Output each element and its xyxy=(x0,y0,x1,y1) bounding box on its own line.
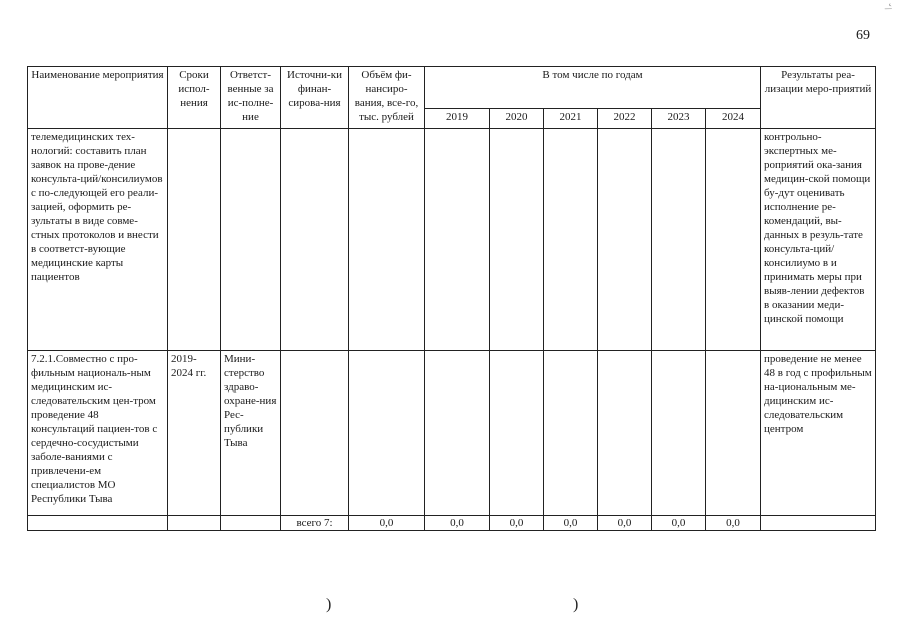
row-year-cell xyxy=(490,129,544,351)
row-result: проведение не менее 48 в год с профильным на-циональным ме-дицинским ис-следовательским центром xyxy=(761,351,876,516)
table-row xyxy=(28,129,876,351)
total-year-2022: 0,0 xyxy=(598,516,652,531)
row-terms xyxy=(168,129,221,351)
row-volume xyxy=(349,351,425,516)
row-year-cell xyxy=(652,129,706,351)
bracket-mark: ) xyxy=(326,596,332,613)
row-year-cell xyxy=(544,129,598,351)
table-row xyxy=(28,351,876,516)
header-volume: Объём фи-нансиро-вания, все-го, тыс. рублей xyxy=(349,67,425,129)
total-year-2019: 0,0 xyxy=(425,516,490,531)
total-volume: 0,0 xyxy=(349,516,425,531)
row-year-cell xyxy=(706,351,761,516)
row-name: телемедицинских тех-нологий: составить план заявок на прове-дение консульта-ций/консилиумов с по-следующей его реали-зацией, оформить ре-зультаты в виде совме-стных протоколов и внести в соответст-вующие медицинские карты пациентов xyxy=(28,129,168,351)
header-year-2024: 2024 xyxy=(706,109,761,129)
total-year-2021: 0,0 xyxy=(544,516,598,531)
total-row xyxy=(28,516,876,531)
row-year-cell xyxy=(652,351,706,516)
total-year-2023: 0,0 xyxy=(652,516,706,531)
header-year-2020: 2020 xyxy=(490,109,544,129)
total-label: всего 7: xyxy=(281,516,349,531)
header-responsible: Ответст-венные за ис-полне-ние xyxy=(221,67,281,129)
row-sources xyxy=(281,351,349,516)
row-name: 7.2.1.Совместно с про-фильным националь-ным медицинским ис-следовательским цен-тром проведение 48 консультаций пациен-тов с сердечно-сосудистыми заболе-ваниями с привлечени-ем специалистов МО Республики Тыва xyxy=(28,351,168,516)
row-year-cell xyxy=(490,351,544,516)
total-year-2024: 0,0 xyxy=(706,516,761,531)
row-year-cell xyxy=(706,129,761,351)
header-sources: Источни-ки финан-сирова-ния xyxy=(281,67,349,129)
total-year-2020: 0,0 xyxy=(490,516,544,531)
row-responsible xyxy=(221,129,281,351)
total-empty xyxy=(28,516,168,531)
row-sources xyxy=(281,129,349,351)
header-year-2023: 2023 xyxy=(652,109,706,129)
corner-mark: ˇ/ xyxy=(880,2,894,13)
header-year-2021: 2021 xyxy=(544,109,598,129)
activities-table xyxy=(27,66,876,531)
total-empty xyxy=(221,516,281,531)
row-year-cell xyxy=(544,351,598,516)
row-terms: 2019-2024 гг. xyxy=(168,351,221,516)
header-name: Наименование мероприятия xyxy=(28,67,168,129)
header-results: Результаты реа-лизации меро-приятий xyxy=(761,67,876,129)
row-year-cell xyxy=(598,129,652,351)
bracket-mark: ) xyxy=(573,596,579,613)
header-year-2022: 2022 xyxy=(598,109,652,129)
total-empty xyxy=(168,516,221,531)
row-year-cell xyxy=(425,129,490,351)
page-number: 69 xyxy=(856,28,870,43)
header-by-years: В том числе по годам xyxy=(425,67,761,109)
total-empty xyxy=(761,516,876,531)
row-volume xyxy=(349,129,425,351)
row-result: контрольно-экспертных ме-роприятий ока-зания медицин-ской помощи бу-дут оценивать исполнение ре-комендаций, вы-данных в резуль-тате консульта-ций/консилиумо в и принимать меры при выяв-лении дефектов в оказании меди-цинской помощи xyxy=(761,129,876,351)
header-terms: Сроки испол-нения xyxy=(168,67,221,129)
row-year-cell xyxy=(425,351,490,516)
header-year-2019: 2019 xyxy=(425,109,490,129)
row-responsible: Мини-стерство здраво-охране-ния Рес-публики Тыва xyxy=(221,351,281,516)
row-year-cell xyxy=(598,351,652,516)
